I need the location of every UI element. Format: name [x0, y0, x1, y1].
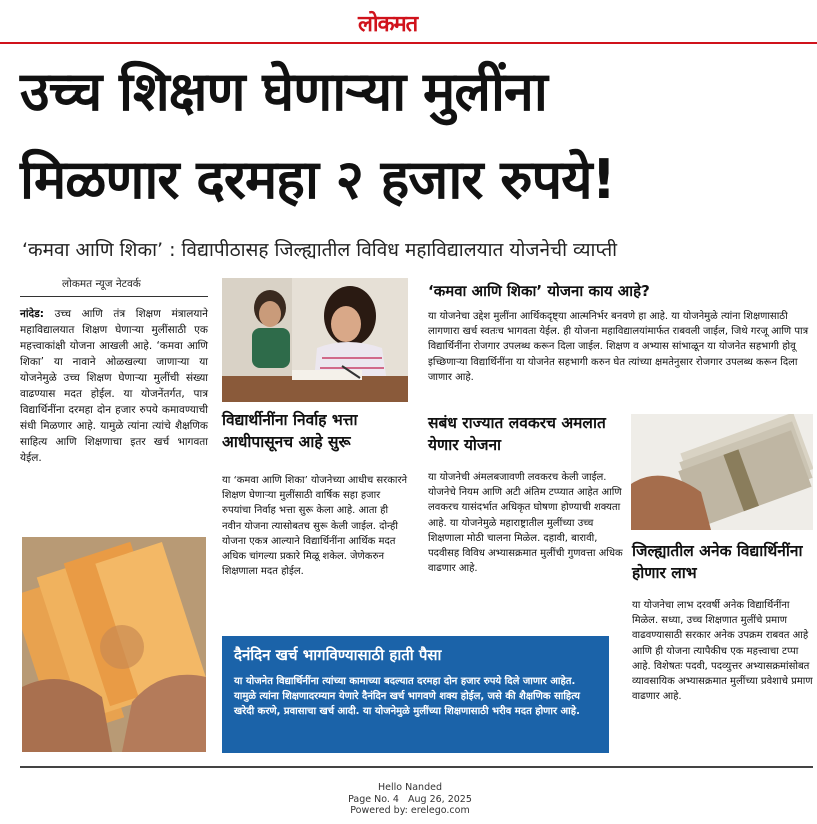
- footer-page-date: [330, 794, 490, 806]
- subheadline: ‘कमवा आणि शिका’ : विद्यापीठासह जिल्ह्यातील विविध महाविद्यालयात योजनेची व्याप्ती: [22, 239, 618, 261]
- footer-powered: Powered by: erelego.com: [350, 805, 470, 816]
- headline-line-1: उच्च शिक्षण घेणाऱ्या मुलींना: [20, 60, 547, 123]
- lead-text: उच्च आणि तंत्र शिक्षण मंत्रालयाने महाविद्यालयात शिक्षण घेणाऱ्या मुलींसाठी एक महत्त्वाकांक्षी योजना आखली आहे. ‘कमवा आणि शिका’ या नावाने ओळखल्या जाणाऱ्या या योजनेमुळे उच्च शिक्षण घेणाऱ्या मुलींची संख्या वाढण्यास मदत होईल. या योजनेंतर्गत, पात्र विद्यार्थिनींना दरमहा दोन हजार रुपये कमावण्याची संधी मिळणार आहे. यामुळे त्यांना त्यांचे शैक्षणिक साहित्य आणि शिक्षणाचा इतर खर्च भागवता येईल.: [20, 308, 208, 464]
- daily-expense-body: या योजनेत विद्यार्थिनींना त्यांच्या कामाच्या बदल्यात दरमहा दोन हजार रुपये दिले जाणार आहेत. यामुळे त्यांना शिक्षणादरम्यान येणारे दैनंदिन खर्च भागवणे शक्य होईल, जसे की शैक्षणिक साहित्य खरेदी करणे, प्रवासाचा खर्च आदी. या योजनेमुळे मुलींच्या शिक्षणासाठी भरीव मदत होणार आहे.: [234, 676, 580, 718]
- scheme-what-heading: ‘कमवा आणि शिका’ योजना काय आहे?: [428, 282, 650, 300]
- daily-expense-box: [222, 636, 609, 753]
- byline: लोकमत न्यूज नेटवर्क: [62, 278, 141, 290]
- allowance-heading: विद्यार्थीनींना निर्वाह भत्ता आधीपासूनच आहे सुरू: [222, 411, 358, 451]
- lead-paragraph: [20, 306, 208, 466]
- cash-bundle-illustration: [631, 414, 813, 530]
- footer-rule: [20, 766, 813, 768]
- rupee-notes-photo: [22, 537, 206, 752]
- footer-edition: Hello Nanded: [378, 782, 442, 793]
- byline-rule: [20, 296, 208, 297]
- student-study-illustration: [222, 278, 408, 402]
- district-body: या योजनेचा लाभ दरवर्षी अनेक विद्यार्थिनींना मिळेल. सध्या, उच्च शिक्षणात मुलींचे प्रमाण वाढवण्यासाठी सरकार अनेक उपक्रम राबवत आहे आणि ही योजना त्यापैकीच एक महत्त्वाचा टप्पा आहे. विशेषतः पदवी, पदव्युत्तर अभ्यासक्रमांसोबत व्यावसायिक अभ्यासक्रमात मुलींच्या प्रवेशाचे प्रमाण वाढणार आहे.: [632, 600, 813, 703]
- dateline: नांदेड:: [20, 308, 44, 320]
- masthead-rule: [0, 42, 817, 44]
- daily-expense-heading: दैनंदिन खर्च भागविण्यासाठी हाती पैसा: [234, 646, 442, 664]
- masthead: [0, 0, 817, 40]
- student-study-photo: [222, 278, 408, 402]
- allowance-body: या ‘कमवा आणि शिका’ योजनेच्या आधीच सरकारने शिक्षण घेणाऱ्या मुलींसाठी वार्षिक सहा हजार रुपयांचा निर्वाह भत्ता सुरू केला आहे. आता ही नवीन योजना त्यासोबतच सुरू केली जाईल. दोन्ही योजना एकत्र आल्याने विद्यार्थिनींना आर्थिक मदत अधिक चांगल्या प्रकारे मिळू शकेल. जेणेकरुन शिक्षणाला मदत होईल.: [222, 475, 408, 578]
- rupee-notes-illustration: [22, 537, 206, 752]
- scheme-what-body: या योजनेचा उद्देश मुलींना आर्थिकदृष्ट्या आत्मनिर्भर बनवणे हा आहे. या योजनेमुळे त्यांना शिक्षणासाठी लागणारा खर्च स्वतःच भागवता येईल. ही योजना महाविद्यालयांमार्फत राबवली जाईल, जिथे गरजू आणि पात्र विद्यार्थिनींना रोजगार उपलब्ध करून दिला जाईल. शिक्षण व अभ्यास सांभाळून या योजनेत सहभागी होवू इच्छिणाऱ्या विद्यार्थिनींना या योजनेत सहभागी करुन घेत त्यांच्या क्षमतेनुसार रोजगार उपलब्ध करून दिला जाणार आहे.: [428, 311, 809, 383]
- headline-line-2: मिळणार दरमहा २ हजार रुपये!: [20, 148, 616, 211]
- statewide-heading: सबंध राज्यात लवकरच अमलात येणार योजना: [428, 414, 606, 454]
- district-heading: जिल्ह्यातील अनेक विद्यार्थिनींना होणार लाभ: [632, 542, 803, 582]
- footer-date: Aug 26, 2025: [408, 793, 472, 805]
- footer-page: Page No. 4: [348, 793, 399, 805]
- cash-bundle-photo: [631, 414, 813, 530]
- statewide-body: या योजनेची अंमलबजावणी लवकरच केली जाईल. योजनेचे नियम आणि अटी अंतिम टप्प्यात आहेत आणि लवकरच यासंदर्भात अधिकृत घोषणा होण्याची शक्यता आहे. या योजनेमुळे महाराष्ट्रातील मुलींच्या उच्च शिक्षणाला मोठी चालना मिळेल. दहावी, बारावी, पदवीसह विविध अभ्यासक्रमात मुलींची गुणवत्ता अधिक वाढणार आहे.: [428, 472, 623, 575]
- page-footer: [330, 782, 490, 817]
- lokmat-logo: लोकमत: [358, 12, 418, 37]
